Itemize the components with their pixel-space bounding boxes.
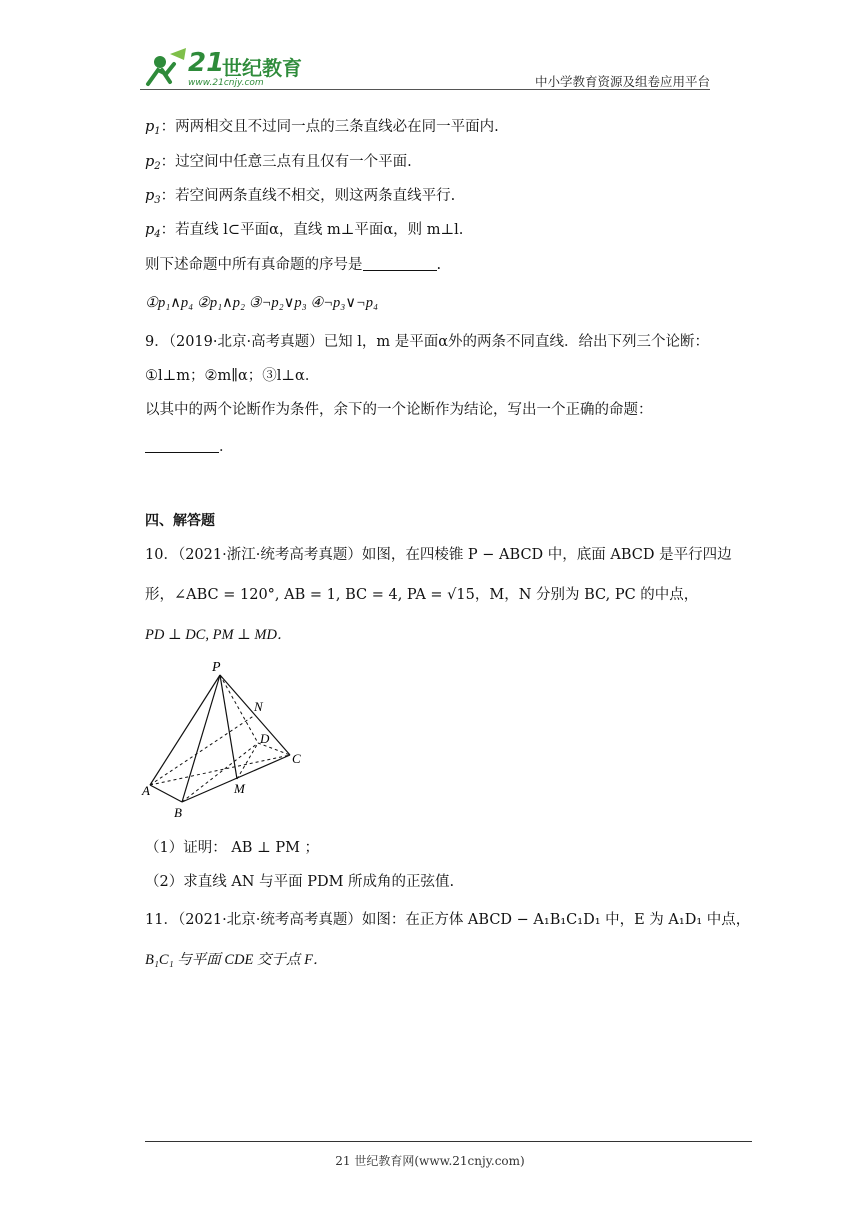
q10-line3: PD ⊥ DC, PM ⊥ MD． bbox=[145, 627, 292, 643]
logo-number: 21 bbox=[188, 48, 225, 78]
pyramid-figure bbox=[140, 655, 320, 825]
q11-line2: B₁C₁ 与平面 CDE 交于点 F． bbox=[145, 952, 328, 968]
label-D: D bbox=[260, 731, 270, 746]
logo-url: www.21cnjy.com bbox=[188, 78, 264, 88]
section-title: 四、解答题 bbox=[145, 513, 215, 529]
label-C: C bbox=[292, 751, 301, 766]
label-A: A bbox=[142, 783, 150, 798]
q9-line4: ． bbox=[145, 437, 234, 457]
header-platform-text: 中小学教育资源及组卷应用平台 bbox=[534, 74, 710, 89]
q9-line1: 9．（2019·北京·高考真题）已知 l，m 是平面α外的两条不同直线．给出下列三个论断： bbox=[145, 334, 709, 350]
footer-rule bbox=[145, 1141, 752, 1142]
footer-text: 21 世纪教育网(www.21cnjy.com) bbox=[335, 1154, 525, 1168]
q9-line2: ①l⊥m；②m∥α；③l⊥α． bbox=[145, 368, 320, 384]
label-P: P bbox=[212, 660, 221, 675]
q10-line1: 10．（2021·浙江·统考高考真题）如图，在四棱锥 P − ABCD 中，底面 ABCD 是平行四边 bbox=[145, 547, 732, 563]
label-M: M bbox=[234, 781, 245, 796]
options-line: ①p₁∧p₄ ②p₁∧p₂ ③¬p₂∨p₃ ④¬p₃∨¬p₄ bbox=[145, 295, 379, 311]
q10-part2: （2）求直线 AN 与平面 PDM 所成角的正弦值. bbox=[145, 874, 455, 890]
logo-text: 世纪教育 bbox=[222, 56, 302, 80]
proposition-p4: $p_4$：若直线 l⊂平面α，直线 m⊥平面α，则 m⊥l. bbox=[145, 222, 464, 240]
q9-line3: 以其中的两个论断作为条件，余下的一个论断作为结论，写出一个正确的命题： bbox=[145, 402, 653, 418]
q11-line1: 11．（2021·北京·统考高考真题）如图：在正方体 ABCD − A₁B₁C₁D₁ 中，E 为 A₁D₁ 中点， bbox=[145, 912, 751, 928]
header-rule bbox=[140, 89, 710, 90]
question-ask: 则下述命题中所有真命题的序号是 . bbox=[145, 257, 442, 273]
proposition-p1: $p_1$：两两相交且不过同一点的三条直线必在同一平面内. bbox=[145, 119, 499, 137]
q9-answer-blank bbox=[145, 438, 219, 453]
q10-part1: （1）证明： AB ⊥ PM ； bbox=[145, 840, 320, 856]
proposition-p3: $p_3$：若空间两条直线不相交，则这两条直线平行. bbox=[145, 188, 456, 206]
label-B: B bbox=[174, 805, 182, 820]
proposition-p2: $p_2$：过空间中任意三点有且仅有一个平面. bbox=[145, 154, 412, 172]
q10-line2: 形，∠ABC = 120°, AB = 1, BC = 4, PA = √15，M，N 分别为 BC, PC 的中点， bbox=[145, 587, 699, 603]
answer-blank bbox=[363, 256, 437, 271]
label-N: N bbox=[254, 699, 263, 714]
